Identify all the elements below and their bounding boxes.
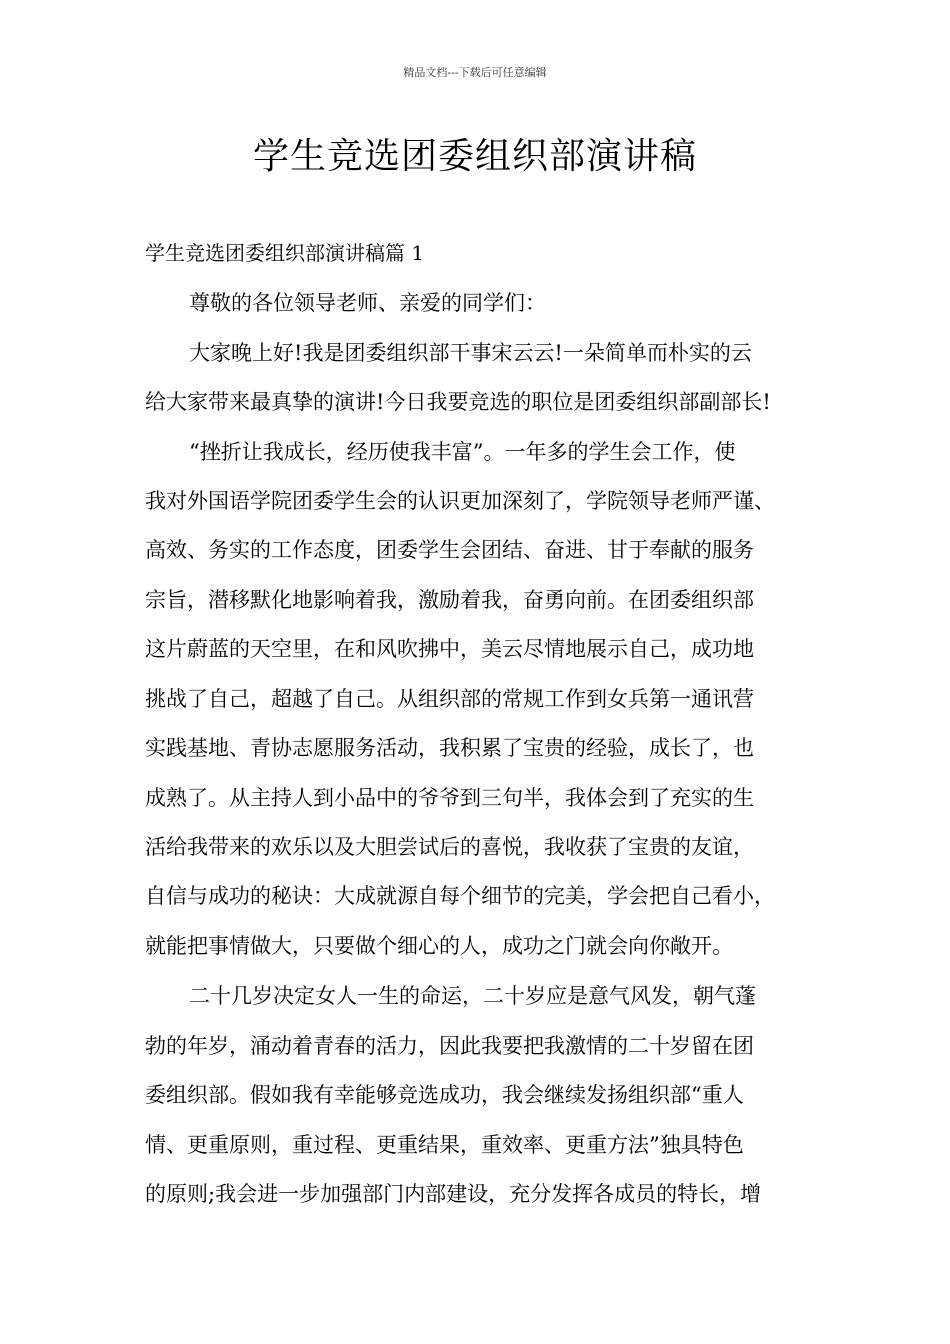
body-line: 情、更重原则，重过程、更重结果，重效率、更重方法”独具特色 — [145, 1133, 744, 1157]
body-line: 我对外国语学院团委学生会的认识更加深刻了，学院领导老师严谨、 — [145, 489, 775, 513]
page-header: 精品文档---下载后可任意编辑 — [403, 66, 547, 79]
document-title: 学生竞选团委组织部演讲稿 — [252, 136, 697, 177]
subheading: 学生竞选团委组织部演讲稿篇 1 — [145, 241, 425, 265]
body-line: 成熟了。从主持人到小品中的爷爷到三句半，我体会到了充实的生 — [145, 786, 754, 810]
body-line: 就能把事情做大，只要做个细心的人，成功之门就会向你敞开。 — [145, 934, 733, 958]
body-line: 自信与成功的秘诀：大成就源自每个细节的完美，学会把自己看小， — [145, 884, 775, 908]
body-line: 委组织部。假如我有幸能够竞选成功，我会继续发扬组织部“重人 — [145, 1083, 744, 1107]
body-line: 给大家带来最真挚的演讲!今日我要竞选的职位是团委组织部副部长! — [145, 390, 771, 414]
body-line: 大家晚上好!我是团委组织部干事宋云云!一朵简单而朴实的云 — [189, 341, 752, 365]
salutation-line: 尊敬的各位领导老师、亲爱的同学们： — [189, 291, 546, 315]
body-line: 的原则;我会进一步加强部门内部建设，充分发挥各成员的特长，增 — [145, 1182, 762, 1206]
body-line: 这片蔚蓝的天空里，在和风吹拂中，美云尽情地展示自己，成功地 — [145, 637, 754, 661]
body-line: 活给我带来的欢乐以及大胆尝试后的喜悦，我收获了宝贵的友谊， — [145, 835, 754, 859]
body-line: 实践基地、青协志愿服务活动，我积累了宝贵的经验，成长了，也 — [145, 736, 754, 760]
body-line: 挑战了自己，超越了自己。从组织部的常规工作到女兵第一通讯营 — [145, 687, 754, 711]
body-line: 勃的年岁，涌动着青春的活力，因此我要把我激情的二十岁留在团 — [145, 1034, 754, 1058]
body-line: “挫折让我成长，经历使我丰富”。一年多的学生会工作，使 — [189, 440, 736, 464]
body-line: 宗旨，潜移默化地影响着我，激励着我，奋勇向前。在团委组织部 — [145, 588, 754, 612]
body-line: 高效、务实的工作态度，团委学生会团结、奋进、甘于奉献的服务 — [145, 538, 754, 562]
body-line: 二十几岁决定女人一生的命运，二十岁应是意气风发，朝气蓬 — [189, 984, 756, 1008]
